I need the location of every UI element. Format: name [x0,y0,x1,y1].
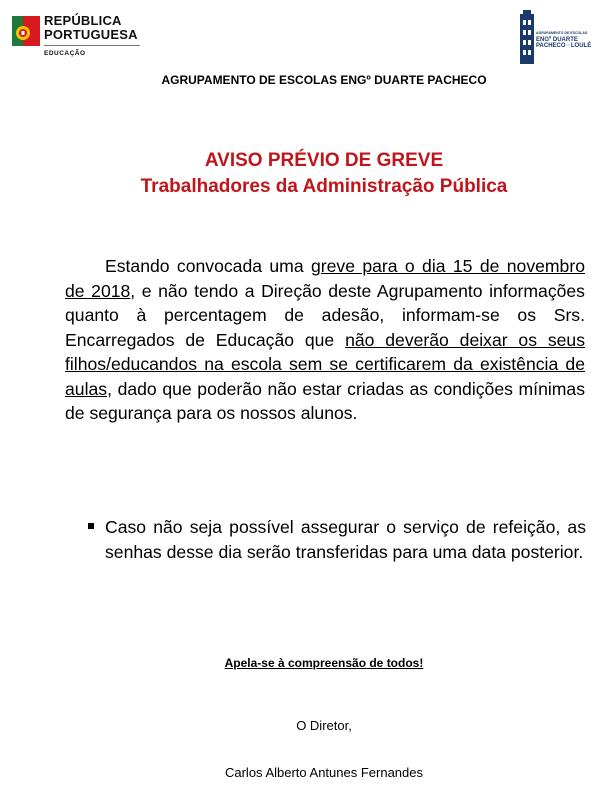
director-name: Carlos Alberto Antunes Fernandes [224,765,423,780]
paragraph-text: Estando convocada uma [105,256,311,276]
wordmark-line2: PORTUGUESA [44,27,138,42]
paragraph-text: , e não tendo a Direção deste Agrupamento informações quanto à percentagem de adesão, informam-se os Srs. Encarregados de Educação que [65,280,585,350]
school-logo [520,10,595,66]
educacao-label: EDUCAÇÃO [44,50,86,57]
document-header [0,0,615,100]
school-logo-line1: ENGº DUARTE [536,36,578,43]
paragraph-text: , dado que poderão não estar criadas as condições mínimas de segurança para os nossos alunos. [65,378,585,423]
school-logo-text [536,30,591,50]
appeal-text: Apela-se à compreensão de todos! [224,656,424,670]
wordmark-line1: REPÚBLICA [44,13,122,28]
square-bullet-icon [88,523,94,529]
school-logo-line2: PACHECO · LOULÉ [536,43,592,49]
strike-date-underlined: greve para o dia 15 de novembro de 2018 [65,256,585,301]
notice-title-block [0,148,615,200]
notice-subtitle: Trabalhadores da Administração Pública [140,176,508,197]
bullet-text: Caso não seja possível assegurar o serviço de refeição, as senhas desse dia serão transferidas para uma data posterior. [105,517,586,562]
director-label: O Diretor, [296,718,352,733]
school-group-heading: AGRUPAMENTO DE ESCOLAS ENGº DUARTE PACHECO [161,73,487,87]
school-logo-small: AGRUPAMENTO DE ESCOLAS [536,31,588,35]
wordmark-divider [44,45,140,46]
meal-service-bullet [88,515,586,564]
republica-portuguesa-wordmark [44,14,138,42]
school-building-icon [520,10,534,66]
notice-title: AVISO PRÉVIO DE GREVE [204,150,444,171]
notice-paragraph [65,254,585,426]
portugal-flag-icon [12,16,40,46]
republica-portuguesa-logo [12,14,142,60]
warning-underlined: não deverão deixar os seus filhos/educandos na escola sem se certificarem da existência de aulas [65,329,585,399]
